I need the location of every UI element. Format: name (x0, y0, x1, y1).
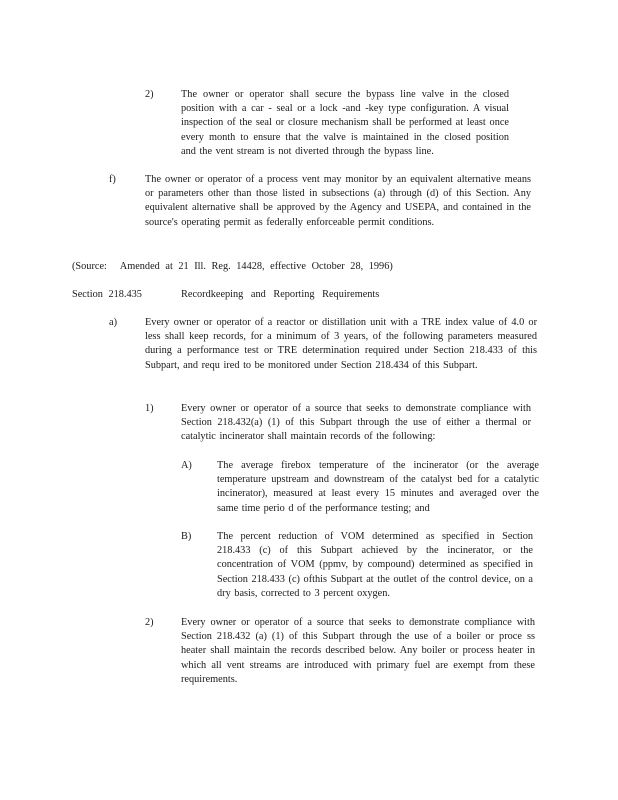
subitem-text: The owner or operator shall secure the bypass line valve in the closed position with a car - seal or a lock -and -key type configuration. A visual inspection of the seal or closure mechanism shall be performed at least once every month to ensure that the valve is maintained in the closed position and the vent stream is not diverted through the bypass line. (181, 89, 509, 157)
subsection-label: a) (109, 317, 117, 328)
source-note-text: Amended at 21 Ill. Reg. 14428, effective October 28, 1996) (119, 261, 393, 272)
subsection-text: The owner or operator of a process vent may monitor by an equivalent alternative means or parameters other than those listed in subsections (a) through (d) of this Section. Any equivalent alternative shall be approved by the Agency and USEPA, and contained in the source's operating permit as federally enforceable permit conditions. (145, 174, 531, 228)
clause-text: The average firebox temperature of the incinerator (or the average temperature upstream and downstream of the catalyst bed for a catalytic incinerator), measured at least every 15 minutes and averaged over the same time perio d of the performance testing; and (217, 460, 539, 514)
subsection-text: Every owner or operator of a reactor or distillation unit with a TRE index value of 4.0 or less shall keep records, for a minimum of 3 years, of the following parameters measured during a performance test or TRE determination required under Section 218.433 of this Subpart, and requ ired to be monitored under Section 218.434 of this Subpart. (145, 317, 537, 371)
source-note-label: (Source: (72, 261, 107, 272)
subsection-label: f) (109, 174, 116, 185)
clause-label: A) (181, 460, 192, 471)
section-heading (72, 288, 142, 302)
section-title: Recordkeeping and Reporting Requirements (181, 289, 380, 300)
source-note (72, 260, 393, 274)
subitem-label: 1) (145, 403, 154, 414)
clause-text: The percent reduction of VOM determined as specified in Section 218.433 (c) of this Subpart achieved by the incinerator, or the concentration of VOM (ppmv, by compound) determined as specified in Section 218.433 (c) ofthis Subpart at the outlet of the control device, on a dry basis, corrected to 3 percent oxygen. (217, 531, 533, 599)
section-number: Section 218.435 (72, 289, 142, 300)
subitem-label: 2) (145, 617, 154, 628)
subitem-text: Every owner or operator of a source that seeks to demonstrate compliance with Section 218.432 (a) (1) of this Subpart through the use of a boiler or proce ss heater shall maintain the records described below. Any boiler or process heater in which all vent streams are introduced with primary fuel are exempt from these requirements. (181, 617, 535, 685)
subitem-label: 2) (145, 89, 154, 100)
clause-label: B) (181, 531, 192, 542)
subitem-text: Every owner or operator of a source that seeks to demonstrate compliance with Section 218.432(a) (1) of this Subpart through the use of either a thermal or catalytic incinerator shall maintain records of the following: (181, 403, 531, 443)
